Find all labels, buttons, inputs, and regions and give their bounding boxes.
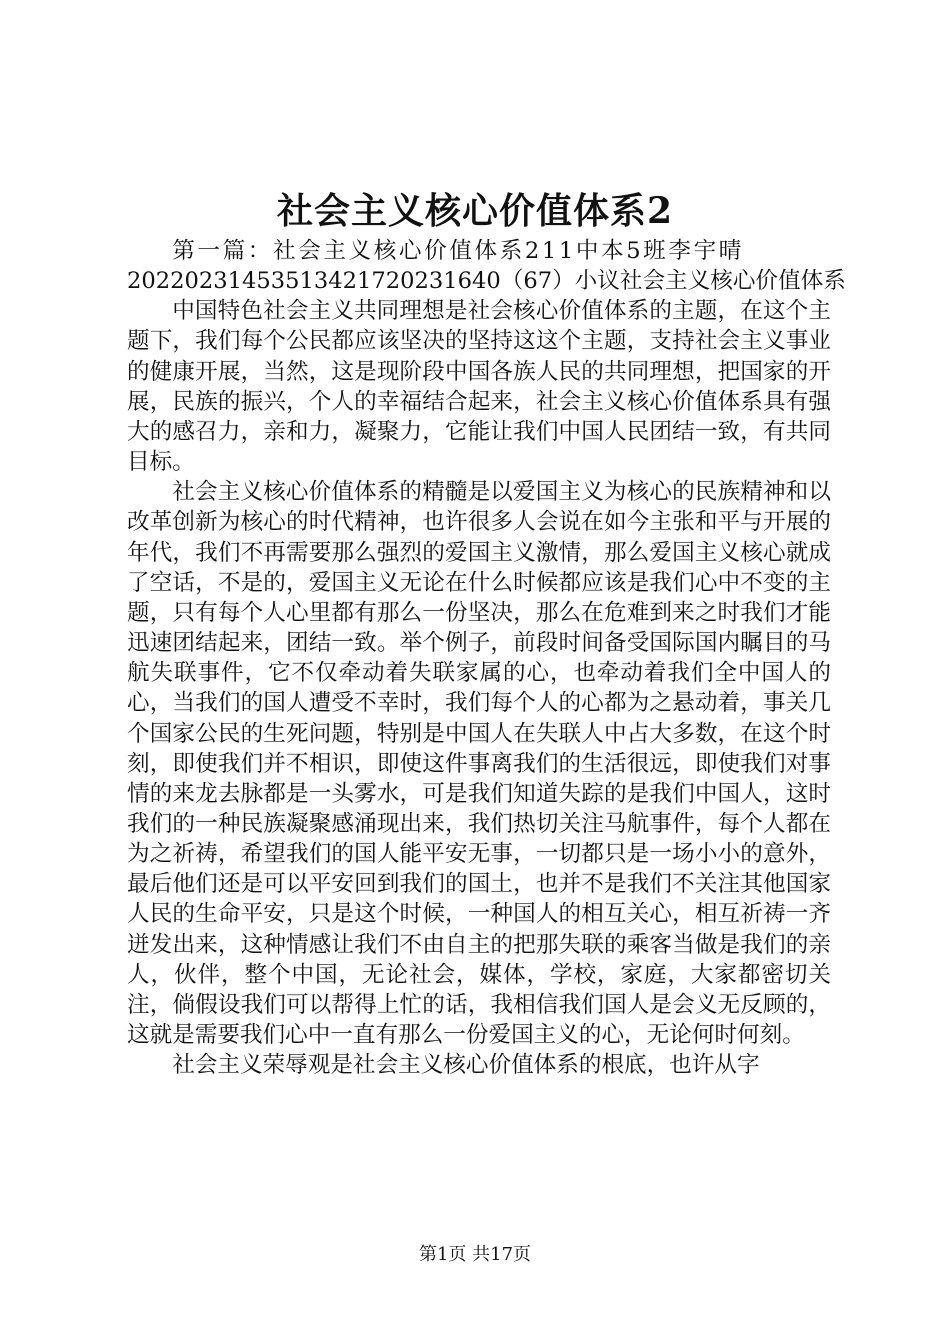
header-line-1: 第一篇：社会主义核心价值体系211中本5班李宇晴 bbox=[172, 238, 744, 264]
paragraph-3: 社会主义荣辱观是社会主义核心价值体系的根底，也许从字 bbox=[172, 1052, 760, 1079]
document-title: 社会主义核心价值体系2 bbox=[276, 190, 674, 232]
page-footer: 第1页 共17页 bbox=[418, 1244, 532, 1265]
document-body bbox=[127, 236, 846, 1080]
header-line-2: 20220231453513421720231640（67）小议社会主义核心价值体系 bbox=[127, 268, 846, 295]
paragraph-2: 社会主义核心价值体系的精髓是以爱国主义为核心的民族精神和以改革创新为核心的时代精神，也许很多人会说在如今主张和平与开展的年代，我们不再需要那么强烈的爱国主义激情，那么爱国主义核心就成了空话，不是的，爱国主义无论在什么时候都应该是我们心中不变的主题，只有每个人心里都有那么一份坚决，那么在危难到来之时我们才能迅速团结起来，团结一致。举个例子，前段时间备受国际国内瞩目的马航失联事件，它不仅牵动着失联家属的心，也牵动着我们全中国人的心，当我们的国人遭受不幸时，我们每个人的心都为之悬动着，事关几个国家公民的生死问题，特别是中国人在失联人中占大多数，在这个时刻，即使我们并不相识，即使这件事离我们的生活很远，即使我们对事情的来龙去脉都是一头雾水，可是我们知道失踪的是我们中国人，这时我们的一种民族凝聚感涌现出来，我们热切关注马航事件，每个人都在为之祈祷，希望我们的国人能平安无事，一切都只是一场小小的意外，最后他们还是可以平安回到我们的国土，也并不是我们不关注其他国家人民的生命平安，只是这个时候，一种国人的相互关心，相互祈祷一齐迸发出来，这种情感让我们不由自主的把那失联的乘客当做是我们的亲人，伙伴，整个中国，无论社会，媒体，学校，家庭，大家都密切关注，倘假设我们可以帮得上忙的话，我相信我们国人是会义无反顾的，这就是需要我们心中一直有那么一份爱国主义的心，无论何时何刻。 bbox=[127, 479, 831, 1049]
paragraph-1: 中国特色社会主义共同理想是社会核心价值体系的主题，在这个主题下，我们每个公民都应该坚决的坚持这这个主题，支持社会主义事业的健康开展，当然，这是现阶段中国各族人民的共同理想，把国家的开展，民族的振兴，个人的幸福结合起来，社会主义核心价值体系具有强大的感召力，亲和力，凝聚力，它能让我们中国人民团结一致，有共同目标。 bbox=[127, 298, 831, 476]
